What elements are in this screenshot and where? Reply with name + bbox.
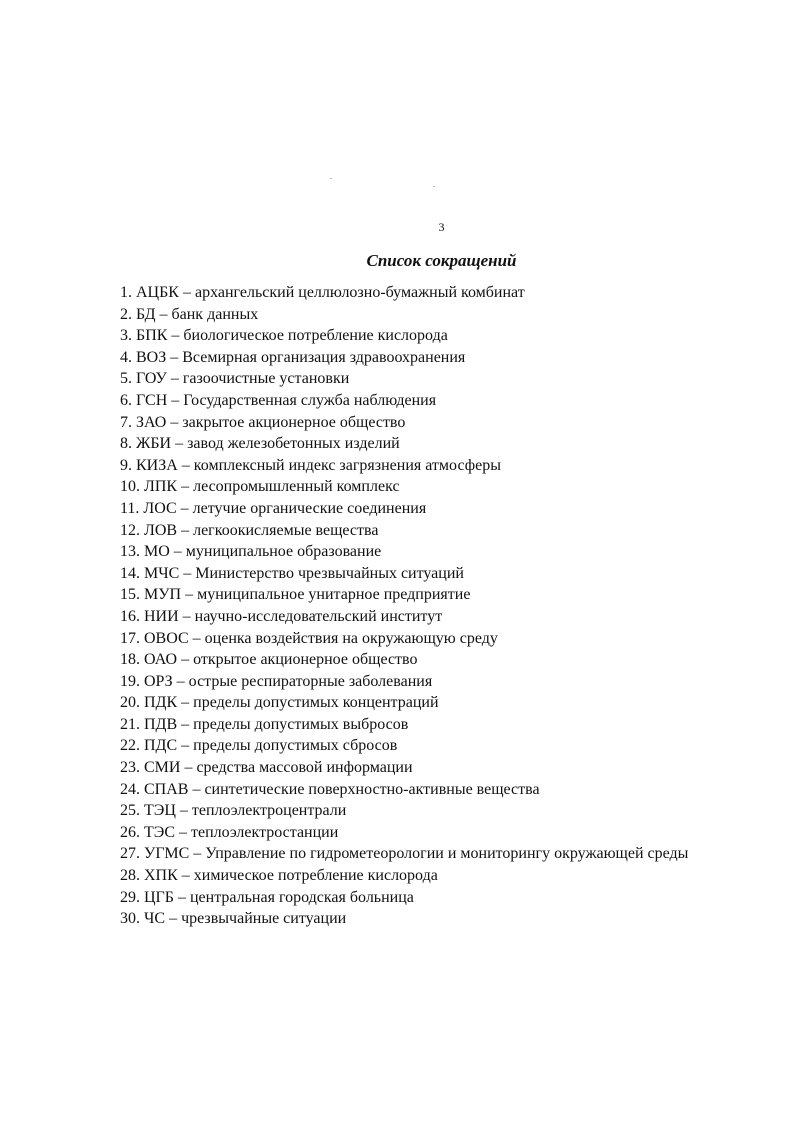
list-item: 4. ВОЗ – Всемирная организация здравоохранения <box>120 348 466 366</box>
list-item: 18. ОАО – открытое акционерное общество <box>120 651 418 669</box>
list-item: 2. БД – банк данных <box>120 305 259 323</box>
list-item: 19. ОРЗ – острые респираторные заболевания <box>120 672 433 690</box>
list-item: 28. ХПК – химическое потребление кислорода <box>120 867 438 885</box>
list-item: 27. УГМС – Управление по гидрометеорологии и мониторингу окружающей среды <box>120 845 689 863</box>
abbreviation-list <box>120 282 740 930</box>
scan-artifact <box>433 186 435 187</box>
list-item: 9. КИЗА – комплексный индекс загрязнения атмосферы <box>120 456 501 474</box>
list-item: 5. ГОУ – газоочистные установки <box>120 370 350 388</box>
list-item: 21. ПДВ – пределы допустимых выбросов <box>120 715 409 733</box>
list-item: 10. ЛПК – лесопромышленный комплекс <box>120 478 400 496</box>
list-item: 22. ПДС – пределы допустимых сбросов <box>120 737 398 755</box>
list-item: 30. ЧС – чрезвычайные ситуации <box>120 910 347 928</box>
page-number: 3 <box>438 220 445 234</box>
list-item: 15. МУП – муниципальное унитарное предприятие <box>120 586 471 604</box>
list-item: 13. МО – муниципальное образование <box>120 543 382 561</box>
list-item: 11. ЛОС – летучие органические соединения <box>120 499 427 517</box>
list-item: 8. ЖБИ – завод железобетонных изделий <box>120 435 400 453</box>
list-item: 12. ЛОВ – легкоокисляемые вещества <box>120 521 379 539</box>
list-item: 17. ОВОС – оценка воздействия на окружающую среду <box>120 629 498 647</box>
scan-artifact <box>330 178 332 179</box>
list-item: 14. МЧС – Министерство чрезвычайных ситуаций <box>120 564 464 582</box>
page-title: Список сокращений <box>366 251 517 270</box>
list-item: 16. НИИ – научно-исследовательский институт <box>120 607 443 625</box>
list-item: 1. АЦБК – архангельский целлюлозно-бумажный комбинат <box>120 284 525 301</box>
list-item: 6. ГСН – Государственная служба наблюдения <box>120 391 437 409</box>
list-item: 20. ПДК – пределы допустимых концентраций <box>120 694 439 712</box>
list-item: 25. ТЭЦ – теплоэлектроцентрали <box>120 802 347 820</box>
list-item: 23. СМИ – средства массовой информации <box>120 759 413 777</box>
list-item: 26. ТЭС – теплоэлектростанции <box>120 823 339 841</box>
list-item: 29. ЦГБ – центральная городская больница <box>120 888 414 906</box>
list-item: 3. БПК – биологическое потребление кислорода <box>120 327 448 345</box>
list-item: 24. СПАВ – синтетические поверхностно-активные вещества <box>120 780 540 798</box>
list-item: 7. ЗАО – закрытое акционерное общество <box>120 413 406 431</box>
